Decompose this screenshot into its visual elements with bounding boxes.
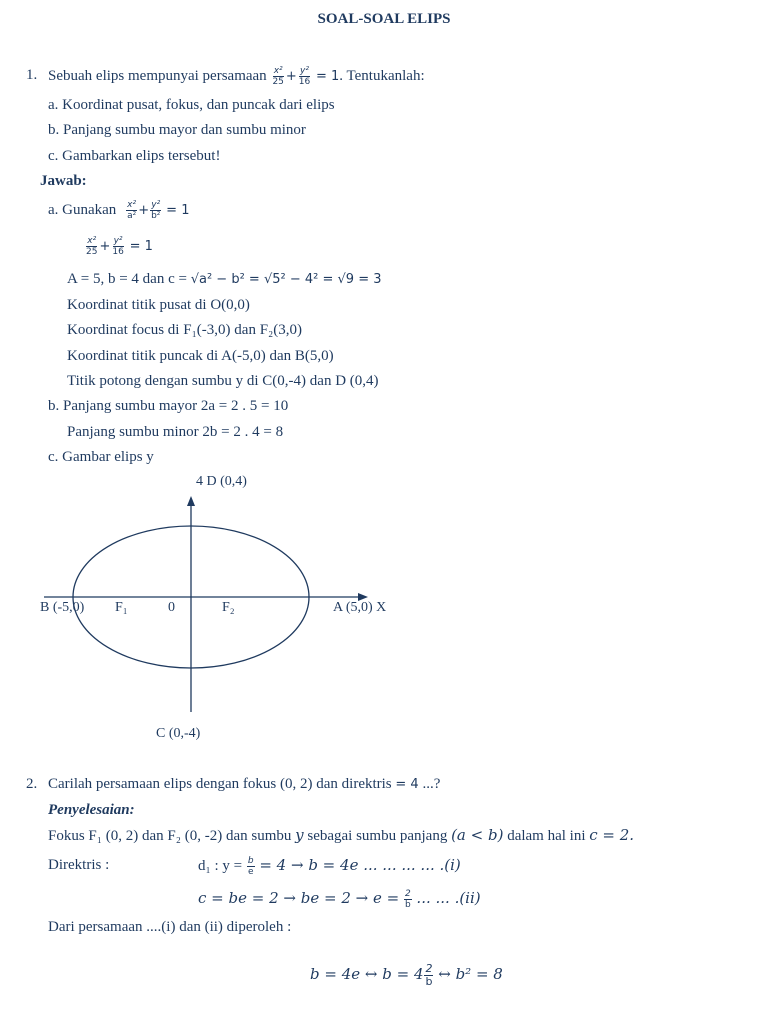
c-equation: [198, 889, 481, 910]
final-rest: ↔ b² = 8: [438, 964, 503, 983]
derivation-text: Dari persamaan ....(i) dan (ii) diperoleh :: [48, 919, 292, 935]
label-d: 4 D (0,4): [196, 474, 247, 489]
question-2-text: [48, 775, 440, 794]
label-b: B (-5,0): [40, 600, 85, 615]
specific-rhs: = 1: [129, 238, 153, 254]
focus-statement: [48, 826, 634, 845]
label-a: A (5,0) X: [333, 600, 387, 615]
label-f2: F₂: [222, 600, 235, 615]
abc-math: √a² − b² = √5² − 4² = √9 = 3: [190, 272, 382, 287]
specific-equation: $\frac{\text{x²}}{25}$ + $\frac{\text{y²}}{16}$ = 1: [86, 236, 153, 257]
final-equation: [310, 963, 503, 988]
label-f1: F₁: [115, 600, 128, 615]
question-2-number: 2.: [26, 776, 38, 792]
specific-frac-y: $\frac{\text{y²}}{16}$: [112, 236, 124, 257]
question-2-body: Carilah persamaan elips dengan fokus (0, 2) dan direktris: [48, 776, 392, 792]
major-axis-line: b. Panjang sumbu mayor 2a = 2 . 5 = 10: [48, 398, 289, 414]
focus-line: Koordinat focus di F₁(-3,0) dan F₂(3,0): [67, 322, 303, 338]
focus-condition: (a < b): [451, 826, 504, 844]
q1-item-a: a. Koordinat pusat, fokus, dan puncak dari elips: [48, 97, 335, 113]
abc-line: [67, 270, 382, 289]
question-1-number: 1.: [26, 67, 38, 83]
minor-axis-line: Panjang sumbu minor 2b = 2 . 4 = 8: [67, 424, 284, 440]
question-1-intro-end: . Tentukanlah:: [339, 67, 425, 84]
question-1-text: Sebuah elips mempunyai persamaan $\frac{\text{x²}}{25}$ + $\frac{\text{y²}}{16}$ = 1. Tentukanlah:: [48, 66, 425, 87]
frac-x-25: $\frac{\text{x²}}{25}$: [272, 66, 284, 87]
focus-c: c = 2.: [589, 826, 635, 844]
d1-prefix: d₁ : y =: [198, 858, 243, 874]
equation-rhs: = 1: [316, 68, 340, 84]
answer-a-prefix: a. Gunakan: [48, 201, 117, 218]
y-intercept-line: Titik potong dengan sumbu y di C(0,-4) dan D (0,4): [67, 373, 379, 389]
d1-fraction: $\frac{b}{e}$: [247, 856, 254, 878]
label-c: C (0,-4): [156, 726, 201, 741]
frac-y-16: $\frac{\text{y²}}{16}$: [298, 66, 311, 87]
label-origin: 0: [168, 600, 175, 615]
question-1-intro: Sebuah elips mempunyai persamaan: [48, 67, 267, 84]
focus-text-3: dalam hal ini: [507, 828, 586, 844]
graph-heading: c. Gambar elips y: [48, 449, 154, 465]
focus-var: y: [295, 826, 304, 844]
page-title: SOAL-SOAL ELIPS: [317, 11, 451, 27]
y-axis-arrow: [187, 496, 195, 506]
answer-a-line: a. Gunakan $\frac{\text{x²}}{\text{a²}}$ + $\frac{\text{y²}}{\text{b²}}$ = 1: [48, 200, 190, 221]
q1-item-b: b. Panjang sumbu mayor dan sumbu minor: [48, 122, 306, 138]
q1-item-c: c. Gambarkan elips tersebut!: [48, 148, 221, 164]
ellipse-graph: [0, 466, 420, 756]
solution-label: Penyelesaian:: [48, 802, 135, 818]
vertex-line: Koordinat titik puncak di A(-5,0) dan B(5,0): [67, 348, 334, 364]
answer-label: Jawab:: [40, 173, 87, 189]
general-frac-x: $\frac{\text{x²}}{\text{a²}}$: [127, 200, 137, 221]
question-2-end: ...?: [422, 776, 441, 792]
c-equation-rest: ... ... .(ii): [416, 889, 481, 907]
focus-text: Fokus F₁ (0, 2) dan F₂ (0, -2) dan sumbu: [48, 828, 292, 844]
c-equation-fraction: $\frac{2}{b}$: [404, 889, 411, 911]
abc-text: A = 5, b = 4 dan c =: [67, 271, 187, 287]
directrix-label: Direktris :: [48, 857, 110, 873]
question-2-math: = 4: [395, 777, 419, 792]
final-fraction: $\frac{2}{b}$: [425, 962, 433, 988]
general-frac-y: $\frac{\text{y²}}{\text{b²}}$: [151, 200, 161, 221]
center-line: Koordinat titik pusat di O(0,0): [67, 297, 250, 313]
c-equation-start: c = be = 2 → be = 2 → e =: [198, 889, 400, 907]
general-rhs: = 1: [166, 202, 190, 218]
specific-frac-x: $\frac{\text{x²}}{25}$: [86, 236, 98, 257]
d1-rest: = 4 → b = 4e ... ... ... ... .(i): [259, 856, 461, 874]
directrix-equation: [198, 856, 461, 877]
focus-text-2: sebagai sumbu panjang: [307, 828, 448, 844]
final-start: b = 4e ↔ b = 4: [310, 964, 424, 983]
